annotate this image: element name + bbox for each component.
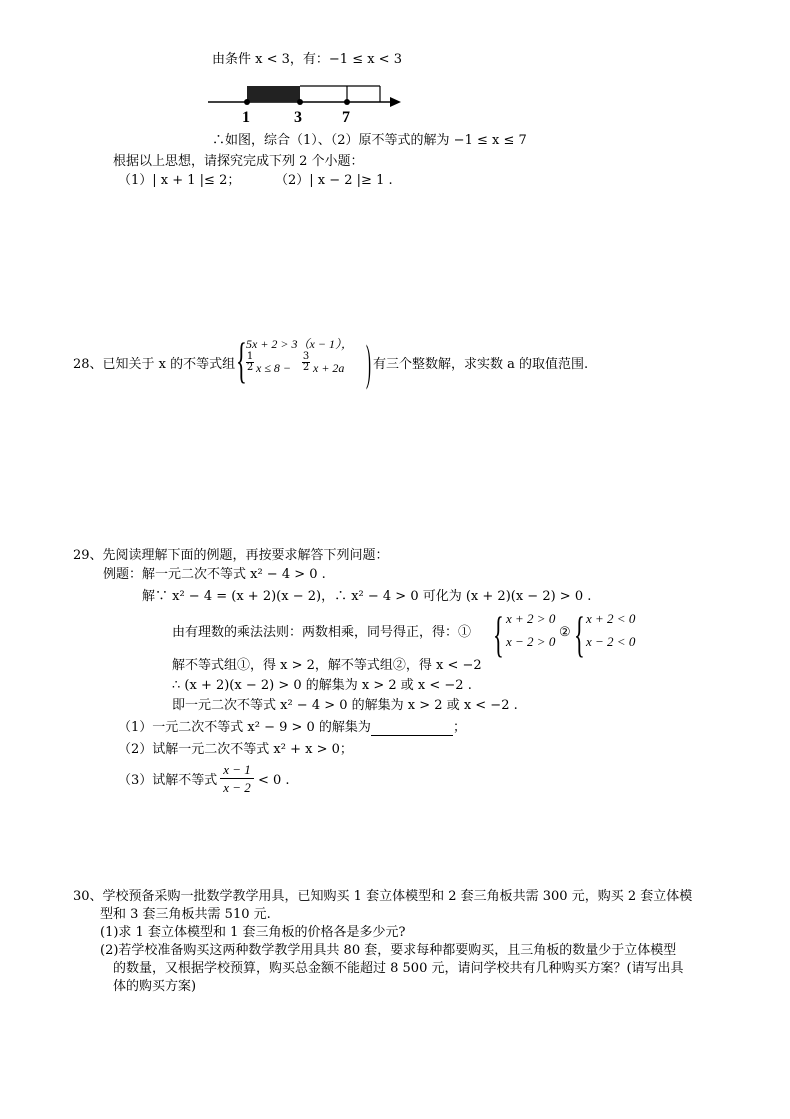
q29-line-1: 解不等式组①，得 x > 2，解不等式组②，得 x < −2 [172,658,482,673]
q29-part-2: （2）试解一元二次不等式 x² + x > 0； [118,742,353,757]
subproblem-1: （1）| x + 1 |≤ 2； [118,173,241,188]
system-1-brace: { [493,606,504,662]
q29-part-3: （3）试解不等式 [118,773,218,788]
q30-line-6: 体的购买方案) [113,979,197,994]
q29-part-3-fraction [220,761,254,796]
q30-line-4: (2)若学校准备购买这两种数学教学用具共 80 套，要求每种都要购买，且三角板的数量少于立体模型 [100,943,677,958]
condition-line: 由条件 x < 3，有：−1 ≤ x < 3 [212,52,402,67]
q30-line-1: 30、学校预备采购一批数学教学用具，已知购买 1 套立体模型和 2 套三角板共需 300 元，购买 2 套立体模 [73,889,693,904]
q29-part-3-end: < 0 . [258,773,290,788]
q28-fraction-2 [302,352,310,373]
q29-part-3-numerator: x − 1 [220,761,254,779]
system-2-brace: { [574,606,585,662]
q28-fraction-1-den: 2 [246,362,254,373]
q30-line-5: 的数量，又根据学校预算，购买总金额不能超过 8 500 元，请问学校共有几种购买方案？(请写出具 [113,961,684,976]
q29-line-3: 即一元二次不等式 x² − 4 > 0 的解集为 x > 2 或 x < −2 . [172,698,518,713]
intro-line: 根据以上思想，请探究完成下列 2 个小题： [113,154,364,169]
q28-fraction-2-den: 2 [302,362,310,373]
q29-part-1-text: （1）一元二次不等式 x² − 9 > 0 的解集为 [118,720,371,735]
q28-inequality-2-right: x + 2a [313,361,345,375]
system-2-line-b: x − 2 < 0 [586,634,636,649]
point-7 [344,99,350,105]
q28-inequality-2-left: x ≤ 8 − [256,361,292,375]
label-7: 7 [342,109,350,124]
q29-part-3-denominator: x − 2 [223,780,251,795]
q28-tail: 有三个整数解，求实数 a 的取值范围. [373,357,589,372]
q28-fraction-1-num: 1 [246,351,254,362]
q29-title: 29、先阅读理解下面的例题，再按要求解答下列问题： [73,548,389,563]
q30-line-2: 型和 3 套三角板共需 510 元. [100,907,271,922]
q29-example: 例题：解一元二次不等式 x² − 4 > 0 . [103,567,326,582]
q28-inequality-1: 5x + 2 > 3（x − 1）， [246,337,353,351]
q28-fraction-1 [246,352,254,373]
q29-part-1-end: ； [452,720,466,735]
circle-2-label: ② [559,625,571,640]
q28-right-bracket: ) [366,334,371,390]
subproblem-2: （2）| x − 2 |≥ 1 . [275,173,393,188]
system-1-line-a: x + 2 > 0 [506,611,556,626]
q28-fraction-2-num: 3 [302,351,310,362]
q28-left-brace: { [236,332,247,388]
conclusion-line: ∴如图，综合（1）、（2）原不等式的解为 −1 ≤ x ≤ 7 [212,133,527,148]
q28-lead: 28、已知关于 x 的不等式组 [73,357,236,372]
label-1: 1 [242,109,250,124]
q29-part-1 [118,720,466,736]
point-3 [297,99,303,105]
q29-solve-line: 解∵ x² − 4 = (x + 2)(x − 2)，∴ x² − 4 > 0 可化为 (x + 2)(x − 2) > 0 . [142,589,592,604]
q30-line-3: (1)求 1 套立体模型和 1 套三角板的价格各是多少元? [100,925,406,940]
number-line [205,80,405,124]
label-3: 3 [294,109,302,124]
q29-rule-line: 由有理数的乘法法则：两数相乘，同号得正，得：① [172,625,472,640]
answer-blank[interactable] [371,723,453,736]
shaded-interval [247,86,300,102]
system-1-line-b: x − 2 > 0 [506,634,556,649]
point-1 [244,99,250,105]
q29-line-2: ∴ (x + 2)(x − 2) > 0 的解集为 x > 2 或 x < −2 . [172,678,472,693]
system-2-line-a: x + 2 < 0 [586,611,636,626]
